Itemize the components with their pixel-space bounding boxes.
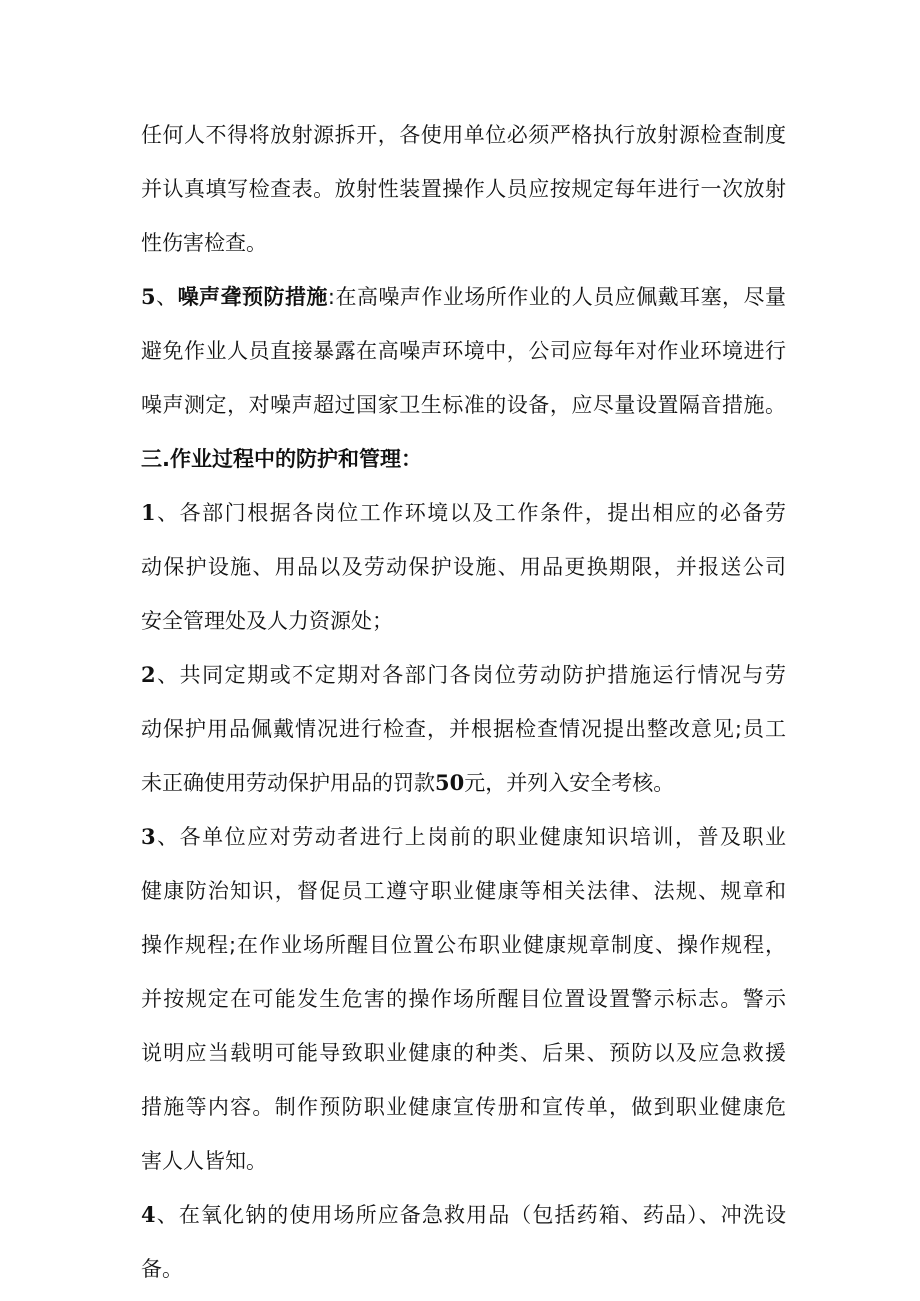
text-line [141,432,786,486]
body-text: 安全管理处及人力资源处； [141,609,393,633]
body-text: 说明应当载明可能导致职业健康的种类、后果、预防以及应急救援 [141,1041,786,1065]
body-text: 害人人皆知。 [141,1149,267,1173]
heading-text: 噪声聋预防措施 [177,285,328,309]
text-line [141,810,786,864]
body-text: 备。 [141,1257,183,1281]
text-line [141,594,786,648]
body-text: 未正确使用劳动保护用品的罚款 [141,771,435,795]
body-text: 避免作业人员直接暴露在高噪声环境中，公司应每年对作业环境进行 [141,339,786,363]
body-text: 动保护设施、用品以及劳动保护设施、用品更换期限，并报送公司 [141,555,786,579]
body-text: 、共同定期或不定期对各部门各岗位劳动防护措施运行情况与劳 [155,663,786,687]
text-line [141,1134,786,1188]
document-body [141,108,786,1296]
item-number: 4 [141,1202,156,1227]
body-text: 、各部门根据各岗位工作环境以及工作条件，提出相应的必备劳 [155,501,786,525]
text-line [141,1080,786,1134]
text-line [141,486,786,540]
body-text: 动保护用品佩戴情况进行检查，并根据检查情况提出整改意见;员工 [141,717,786,741]
body-text: 并按规定在可能发生危害的操作场所醒目位置设置警示标志。警示 [141,987,786,1011]
text-line [141,540,786,594]
item-number: 1 [141,500,156,525]
text-line [141,108,786,162]
text-line [141,864,786,918]
body-text: :在高噪声作业场所作业的人员应佩戴耳塞，尽量 [327,285,787,309]
text-line [141,270,786,324]
body-text: 措施等内容。制作预防职业健康宣传册和宣传单，做到职业健康危 [141,1095,786,1119]
body-text: 健康防治知识，督促员工遵守职业健康等相关法律、法规、规章和 [141,879,786,903]
body-text: 任何人不得将放射源拆开，各使用单位必须严格执行放射源检查制度 [141,123,786,147]
text-line [141,756,786,810]
body-text: 、 [155,285,178,309]
text-line [141,324,786,378]
body-text: 操作规程;在作业场所醒目位置公布职业健康规章制度、操作规程， [141,933,786,957]
text-line [141,216,786,270]
heading-text: 三.作业过程中的防护和管理： [141,447,422,471]
item-number: 3 [141,824,156,849]
body-text: 噪声测定，对噪声超过国家卫生标准的设备，应尽量设置隔音措施。 [141,393,786,417]
text-line [141,648,786,702]
text-line [141,1242,786,1296]
text-line [141,918,786,972]
text-line [141,1026,786,1080]
item-number: 2 [141,662,156,687]
body-text: 元，并列入安全考核。 [464,771,675,795]
text-line [141,702,786,756]
text-line [141,1188,786,1242]
body-text: 并认真填写检查表。放射性装置操作人员应按规定每年进行一次放射 [141,177,786,201]
item-number: 5 [141,284,156,309]
text-line [141,162,786,216]
body-text: 、各单位应对劳动者进行上岗前的职业健康知识培训，普及职业 [155,825,786,849]
text-line [141,972,786,1026]
item-number: 50 [435,770,465,795]
text-line [141,378,786,432]
body-text: 性伤害检查。 [141,231,267,255]
body-text: 、在氧化钠的使用场所应备急救用品（包括药箱、药品）、冲洗设 [155,1203,786,1227]
